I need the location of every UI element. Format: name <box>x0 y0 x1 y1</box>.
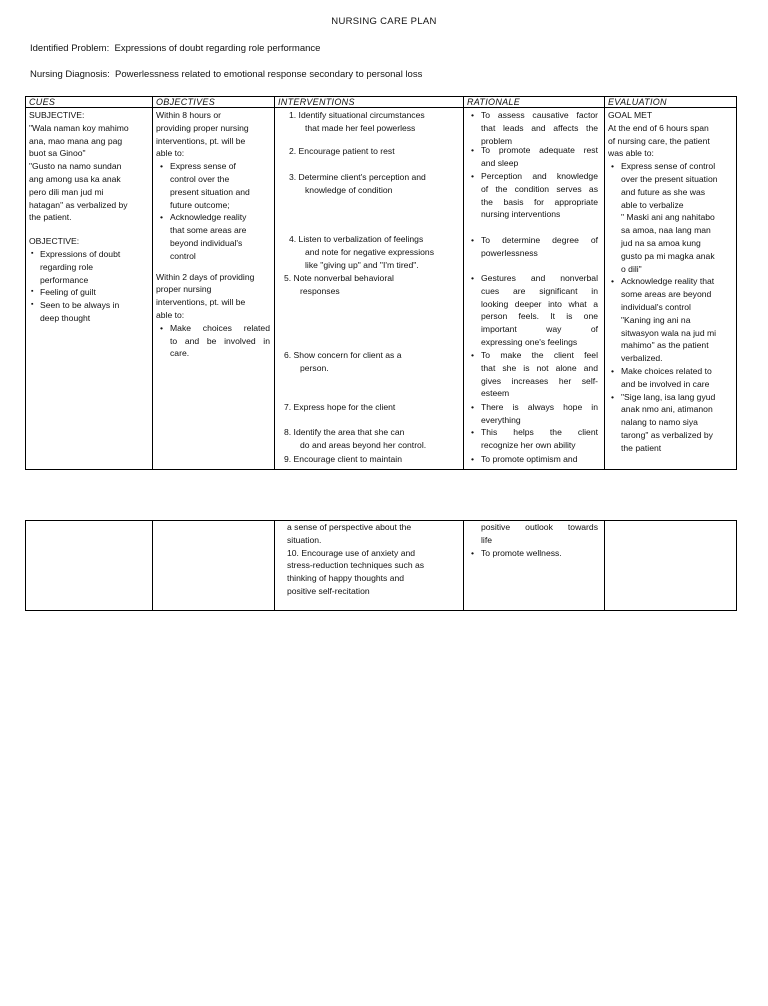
column-header-rationale: RATIONALE <box>464 97 605 108</box>
column-header-evaluation: EVALUATION <box>605 97 737 108</box>
continuation-interventions-cell <box>275 521 464 611</box>
text-line: was able to: <box>608 148 654 159</box>
text-line: 7. Express hope for the client <box>284 402 396 412</box>
text-line: • Acknowledge reality that <box>621 276 715 287</box>
evaluation-intro <box>608 122 733 160</box>
continuation-evaluation-cell <box>605 521 737 611</box>
text-line: control <box>170 250 196 261</box>
text-line: beyond individual's <box>170 237 243 248</box>
text-line: interventions, pt. will be <box>156 135 246 146</box>
text-line: a sense of perspective about the <box>287 522 412 532</box>
text-line: jud na sa amoa kung <box>621 237 701 248</box>
text-line: powerlessness <box>481 247 538 258</box>
intervention-item <box>289 145 459 158</box>
text-line: 10. Encourage use of anxiety and <box>287 547 416 558</box>
text-line: gusto pa mi magka anak <box>621 250 715 261</box>
text-line: person feels. It is one <box>481 311 598 322</box>
text-line: • To promote adequate rest <box>481 145 598 155</box>
text-line: some areas are beyond <box>621 289 712 300</box>
text-line: stress-reduction techniques such as <box>287 560 425 571</box>
text-line: life <box>481 534 492 545</box>
text-line: 8. Identify the area that she can <box>284 427 405 437</box>
text-line: gives increases her self- <box>481 375 598 386</box>
page-title: NURSING CARE PLAN <box>331 16 437 27</box>
text-line: 4. Listen to verbalization of feelings <box>289 234 424 244</box>
text-line: • This helps the client <box>481 427 598 437</box>
text-line: 9. Encourage client to maintain <box>284 454 402 464</box>
continuation-cues-cell <box>26 521 153 611</box>
text-line: and sleep <box>481 157 519 168</box>
care-plan-continuation-table <box>25 520 737 611</box>
text-line: care. <box>170 348 190 359</box>
text-line: able to: <box>156 309 185 320</box>
text-line: the patient. <box>29 212 72 223</box>
text-line: of nursing care, the patient <box>608 135 710 146</box>
text-line: that made her feel powerless <box>305 122 416 133</box>
text-line: that some areas are <box>170 225 247 236</box>
text-line: that she is not alone and <box>481 362 598 373</box>
text-line: 1. Identify situational circumstances <box>289 110 425 120</box>
subjective-heading: SUBJECTIVE: <box>29 110 85 120</box>
text-line: able to: <box>156 148 185 159</box>
text-line: " Maski ani ang nahitabo <box>621 212 715 223</box>
objectives-intro-8-hours <box>156 109 272 160</box>
text-line: positive outlook towards <box>481 522 598 532</box>
goal-met-heading: GOAL MET <box>608 110 653 120</box>
evaluation-cell <box>605 108 737 470</box>
intervention-item <box>289 109 459 135</box>
intervention-item <box>284 426 454 452</box>
text-line: situation. <box>287 534 322 545</box>
text-line: 6. Show concern for client as a <box>284 350 402 360</box>
intervention-item <box>284 272 454 298</box>
text-line: 2. Encourage patient to rest <box>289 146 395 156</box>
text-line: sa amoa, naa lang man <box>621 225 711 236</box>
rationale-continued <box>481 521 598 547</box>
objective-item <box>170 211 270 262</box>
care-plan-table <box>25 96 737 470</box>
text-line: anak nmo ani, atimanon <box>621 404 713 415</box>
text-line: o dili" <box>621 263 642 274</box>
objective-item <box>170 322 270 360</box>
text-line: • Perception and knowledge <box>481 171 598 181</box>
text-line: thinking of happy thoughts and <box>287 573 405 584</box>
intervention-item <box>289 171 459 197</box>
text-line: ang among usa ka anak <box>29 173 121 184</box>
text-line: • To promote optimism and <box>481 454 578 464</box>
text-line: Within 2 days of providing <box>156 271 255 282</box>
text-line: recognize her own ability <box>481 439 576 450</box>
objective-cue-item <box>40 286 145 299</box>
text-line: • Express sense of <box>170 161 236 172</box>
text-line: ▪ Seen to be always in <box>40 300 120 311</box>
text-line: everything <box>481 414 521 425</box>
subjective-cues <box>29 122 147 224</box>
text-line: tarong" as verbalized by <box>621 429 713 440</box>
rationale-item <box>481 453 598 466</box>
objective-cue-item <box>40 248 145 286</box>
text-line: • There is always hope in <box>481 402 598 412</box>
column-header-interventions: INTERVENTIONS <box>275 97 464 108</box>
text-line: and be involved in care <box>621 378 710 389</box>
intervention-item <box>284 401 454 414</box>
text-line: important way of <box>481 324 598 335</box>
text-line: future outcome; <box>170 199 230 210</box>
text-line: proper nursing <box>156 284 212 295</box>
column-header-cues: CUES <box>26 97 153 108</box>
text-line: • Gestures and nonverbal <box>481 273 598 283</box>
text-line: nursing interventions <box>481 209 561 220</box>
objective-cue-item <box>40 299 145 325</box>
text-line: • "Sige lang, isa lang gyud <box>621 391 716 402</box>
continuation-rationale-cell <box>464 521 605 611</box>
cues-cell <box>26 108 153 470</box>
text-line: ▪ Expressions of doubt <box>40 249 121 259</box>
evaluation-item <box>621 160 732 275</box>
text-line: that leads and affects the <box>481 122 598 133</box>
text-line: individual's control <box>621 301 691 312</box>
text-line: ana, mao mana ang pag <box>29 135 123 146</box>
text-line: • To assess causative factor <box>481 110 598 120</box>
text-line: control over the <box>170 173 230 184</box>
text-line: At the end of 6 hours span <box>608 122 709 133</box>
text-line: • Acknowledge reality <box>170 212 247 223</box>
text-line: expressing one's feelings <box>481 336 578 347</box>
text-line: • To make the client feel <box>481 350 598 360</box>
rationale-item <box>481 234 598 260</box>
text-line: • Make choices related to <box>621 366 712 376</box>
text-line: providing proper nursing <box>156 122 249 133</box>
rationale-item <box>481 349 598 400</box>
text-line: hatagan" as verbalized by <box>29 199 128 210</box>
text-line: and note for negative expressions <box>305 246 434 257</box>
rationale-item <box>481 170 598 221</box>
evaluation-item <box>621 391 732 455</box>
text-line: 3. Determine client's perception and <box>289 172 426 182</box>
text-line: do and areas beyond her control. <box>300 439 427 450</box>
continuation-objectives-cell <box>153 521 275 611</box>
rationale-continued <box>481 547 598 560</box>
rationale-item <box>481 426 598 452</box>
interventions-cell <box>275 108 464 470</box>
intervention-item <box>284 349 454 375</box>
text-line: esteem <box>481 388 510 399</box>
text-line: 5. Note nonverbal behavioral <box>284 273 394 283</box>
text-line: • Make choices related <box>170 322 270 333</box>
rationale-cell <box>464 108 605 470</box>
rationale-item <box>481 109 598 147</box>
text-line: performance <box>40 274 89 285</box>
text-line: cues are significant in <box>481 285 598 296</box>
text-line: • To determine degree of <box>481 235 598 245</box>
text-line: of the condition serves as <box>481 183 598 194</box>
objective-item <box>170 160 270 211</box>
objectives-intro-2-days <box>156 271 272 322</box>
intervention-item <box>284 453 454 466</box>
text-line: positive self-recitation <box>287 585 370 596</box>
text-line: interventions, pt. will be <box>156 297 246 308</box>
text-line: looking deeper into what a <box>481 298 598 309</box>
text-line: mahimo" as the patient <box>621 340 709 351</box>
rationale-item <box>481 144 598 170</box>
text-line: deep thought <box>40 312 91 323</box>
text-line: knowledge of condition <box>305 184 393 195</box>
text-line: regarding role <box>40 261 94 272</box>
text-line: • To promote wellness. <box>481 547 562 558</box>
objectives-cell <box>153 108 275 470</box>
identified-problem: Identified Problem: Expressions of doubt regarding role performance <box>30 43 321 54</box>
text-line: able to verbalize <box>621 199 684 210</box>
text-line: "Kaning ing ani na <box>621 314 691 325</box>
column-header-objectives: OBJECTIVES <box>153 97 275 108</box>
text-line: over the present situation <box>621 173 718 184</box>
evaluation-item <box>621 365 732 391</box>
text-line: sitwasyon wala na jud mi <box>621 327 717 338</box>
text-line: buot sa Ginoo" <box>29 148 86 159</box>
text-line: and future as she was <box>621 186 706 197</box>
objective-heading: OBJECTIVE: <box>29 236 80 247</box>
text-line: the patient <box>621 442 662 453</box>
text-line: nalang to namo siya <box>621 417 698 428</box>
evaluation-item <box>621 275 732 365</box>
text-line: Within 8 hours or <box>156 110 221 120</box>
text-line: present situation and <box>170 186 250 197</box>
text-line: the basis for appropriate <box>481 196 598 207</box>
text-line: • Express sense of control <box>621 161 716 172</box>
text-line: ▪ Feeling of guilt <box>40 287 96 298</box>
text-line: "Gusto na namo sundan <box>29 161 122 172</box>
rationale-item <box>481 272 598 349</box>
text-line: responses <box>300 285 340 296</box>
text-line: "Wala naman koy mahimo <box>29 122 129 133</box>
text-line: person. <box>300 362 329 373</box>
text-line: pero dili man jud mi <box>29 186 104 197</box>
intervention-continued <box>287 521 457 598</box>
rationale-item <box>481 401 598 427</box>
text-line: to and be involved in <box>170 335 270 346</box>
text-line: like "giving up" and "I'm tired". <box>305 259 419 270</box>
text-line: verbalized. <box>621 353 663 364</box>
nursing-diagnosis: Nursing Diagnosis: Powerlessness related to emotional response secondary to personal loss <box>30 69 423 80</box>
intervention-item <box>289 233 459 271</box>
text-line: problem <box>481 135 513 146</box>
